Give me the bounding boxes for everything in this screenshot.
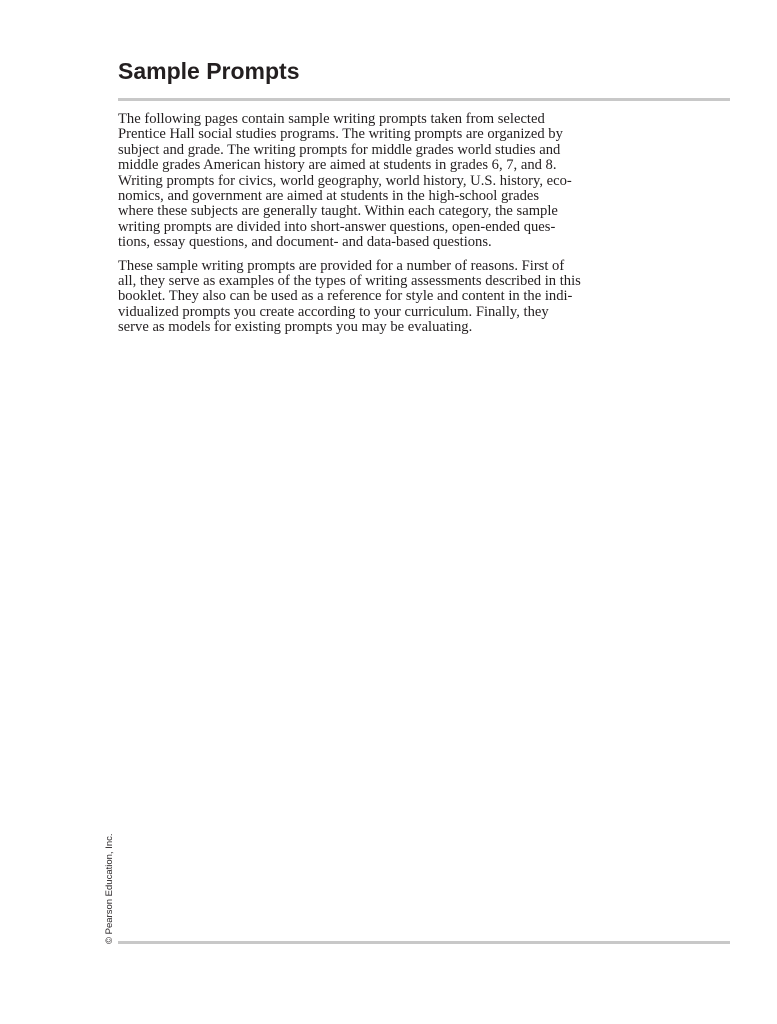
footer-divider bbox=[118, 941, 730, 944]
text-line: where these subjects are generally taught. Within each category, the sample bbox=[118, 203, 558, 220]
text-line: serve as models for existing prompts you may be evaluating. bbox=[118, 319, 473, 336]
text-line: middle grades American history are aimed at students in grades 6, 7, and 8. bbox=[118, 157, 557, 174]
body-text bbox=[118, 112, 588, 344]
text-line: tions, essay questions, and document- and data-based questions. bbox=[118, 234, 492, 251]
paragraph-reasons bbox=[118, 259, 588, 336]
title-divider bbox=[118, 98, 730, 101]
text-line: These sample writing prompts are provided for a number of reasons. First of bbox=[118, 257, 565, 274]
text-line: Writing prompts for civics, world geography, world history, U.S. history, eco- bbox=[118, 172, 572, 189]
text-line: all, they serve as examples of the types of writing assessments described in this bbox=[118, 273, 581, 290]
text-line: vidualized prompts you create according to your curriculum. Finally, they bbox=[118, 303, 549, 320]
text-line: nomics, and government are aimed at students in the high-school grades bbox=[118, 188, 540, 205]
text-line: booklet. They also can be used as a reference for style and content in the indi- bbox=[118, 288, 573, 305]
text-line: Prentice Hall social studies programs. The writing prompts are organized by bbox=[118, 126, 563, 143]
paragraph-intro bbox=[118, 112, 588, 251]
text-line: The following pages contain sample writing prompts taken from selected bbox=[118, 111, 545, 127]
text-line: writing prompts are divided into short-answer questions, open-ended ques- bbox=[118, 218, 556, 235]
text-line: subject and grade. The writing prompts for middle grades world studies and bbox=[118, 141, 561, 158]
page-title: Sample Prompts bbox=[118, 58, 300, 84]
copyright-notice: © Pearson Education, Inc. bbox=[104, 833, 115, 944]
